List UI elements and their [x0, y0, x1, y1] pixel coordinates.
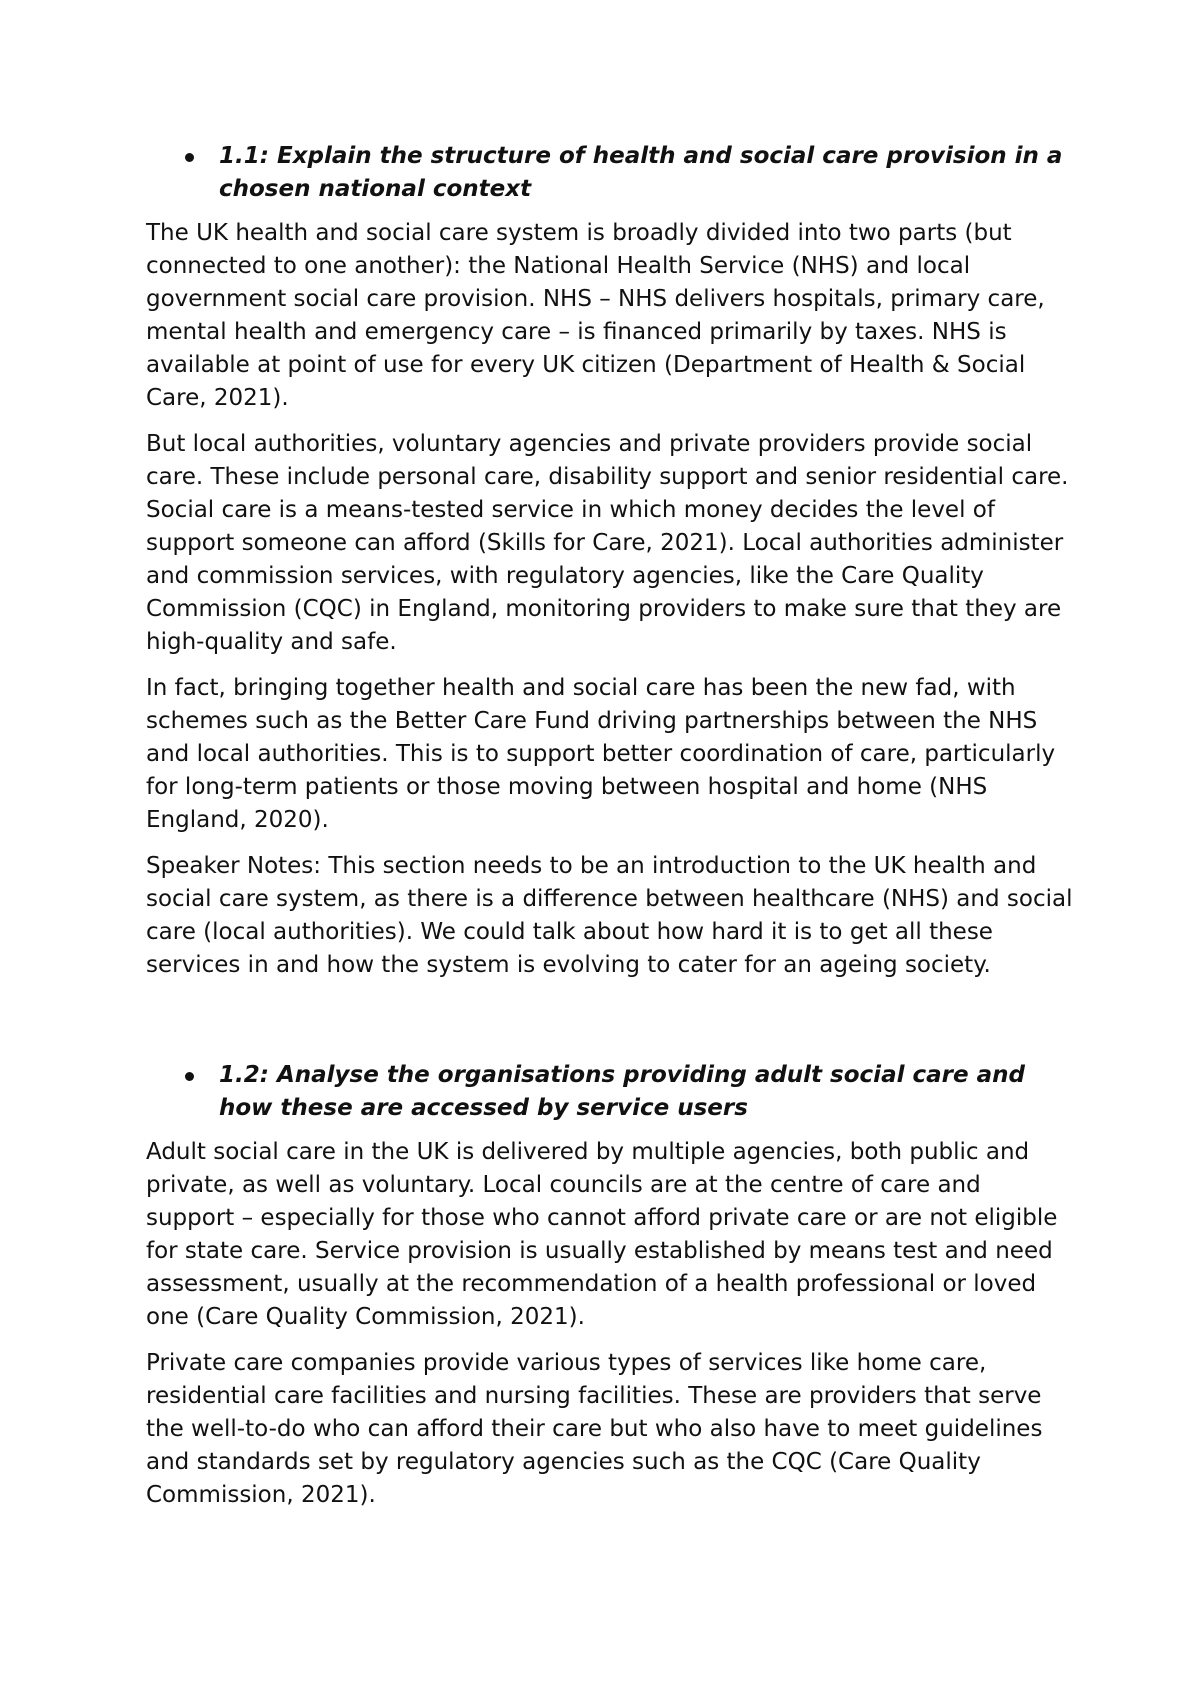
section-spacer	[146, 995, 1076, 1059]
paragraph: But local authorities, voluntary agencies and private providers provide social care. These include personal care, disability support and senior residential care. Social care is a means-tested service in which money decides the level of support someone can afford (Skills for Care, 2021). Local authorities administer and commission services, with regulatory agencies, like the Care Quality Commission (CQC) in England, monitoring providers to make sure that they are high-quality and safe.	[146, 431, 1069, 655]
document-page	[146, 140, 1076, 1525]
section-heading-text: 1.2: Analyse the organisations providing adult social care and how these are accessed by service users	[219, 1062, 1025, 1121]
bullet-icon	[185, 1072, 194, 1081]
paragraph: Adult social care in the UK is delivered by multiple agencies, both public and private, as well as voluntary. Local councils are at the centre of care and support – especially for those who cannot afford private care or are not eligible for state care. Service provision is usually established by means test and need assessment, usually at the recommendation of a health professional or loved one (Care Quality Commission, 2021).	[146, 1139, 1058, 1330]
section-heading-1-2	[146, 1059, 1076, 1125]
paragraph: Private care companies provide various types of services like home care, residential care facilities and nursing facilities. These are providers that serve the well-to-do who can afford their care but who also have to meet guidelines and standards set by regulatory agencies such as the CQC (Care Quality Commission, 2021).	[146, 1350, 1043, 1508]
paragraph: The UK health and social care system is broadly divided into two parts (but connected to one another): the National Health Service (NHS) and local government social care provision. NHS – NHS delivers hospitals, primary care, mental health and emergency care – is financed primarily by taxes. NHS is available at point of use for every UK citizen (Department of Health & Social Care, 2021).	[146, 220, 1045, 411]
bullet-icon	[185, 153, 194, 162]
section-heading-text: 1.1: Explain the structure of health and social care provision in a chosen national context	[219, 143, 1063, 202]
paragraph: In fact, bringing together health and social care has been the new fad, with schemes such as the Better Care Fund driving partnerships between the NHS and local authorities. This is to support better coordination of care, particularly for long-term patients or those moving between hospital and home (NHS England, 2020).	[146, 675, 1056, 833]
speaker-notes-paragraph: Speaker Notes: This section needs to be an introduction to the UK health and social care system, as there is a difference between healthcare (NHS) and social care (local authorities). We could talk about how hard it is to get all these services in and how the system is evolving to cater for an ageing society.	[146, 853, 1073, 978]
section-heading-1-1	[146, 140, 1076, 206]
